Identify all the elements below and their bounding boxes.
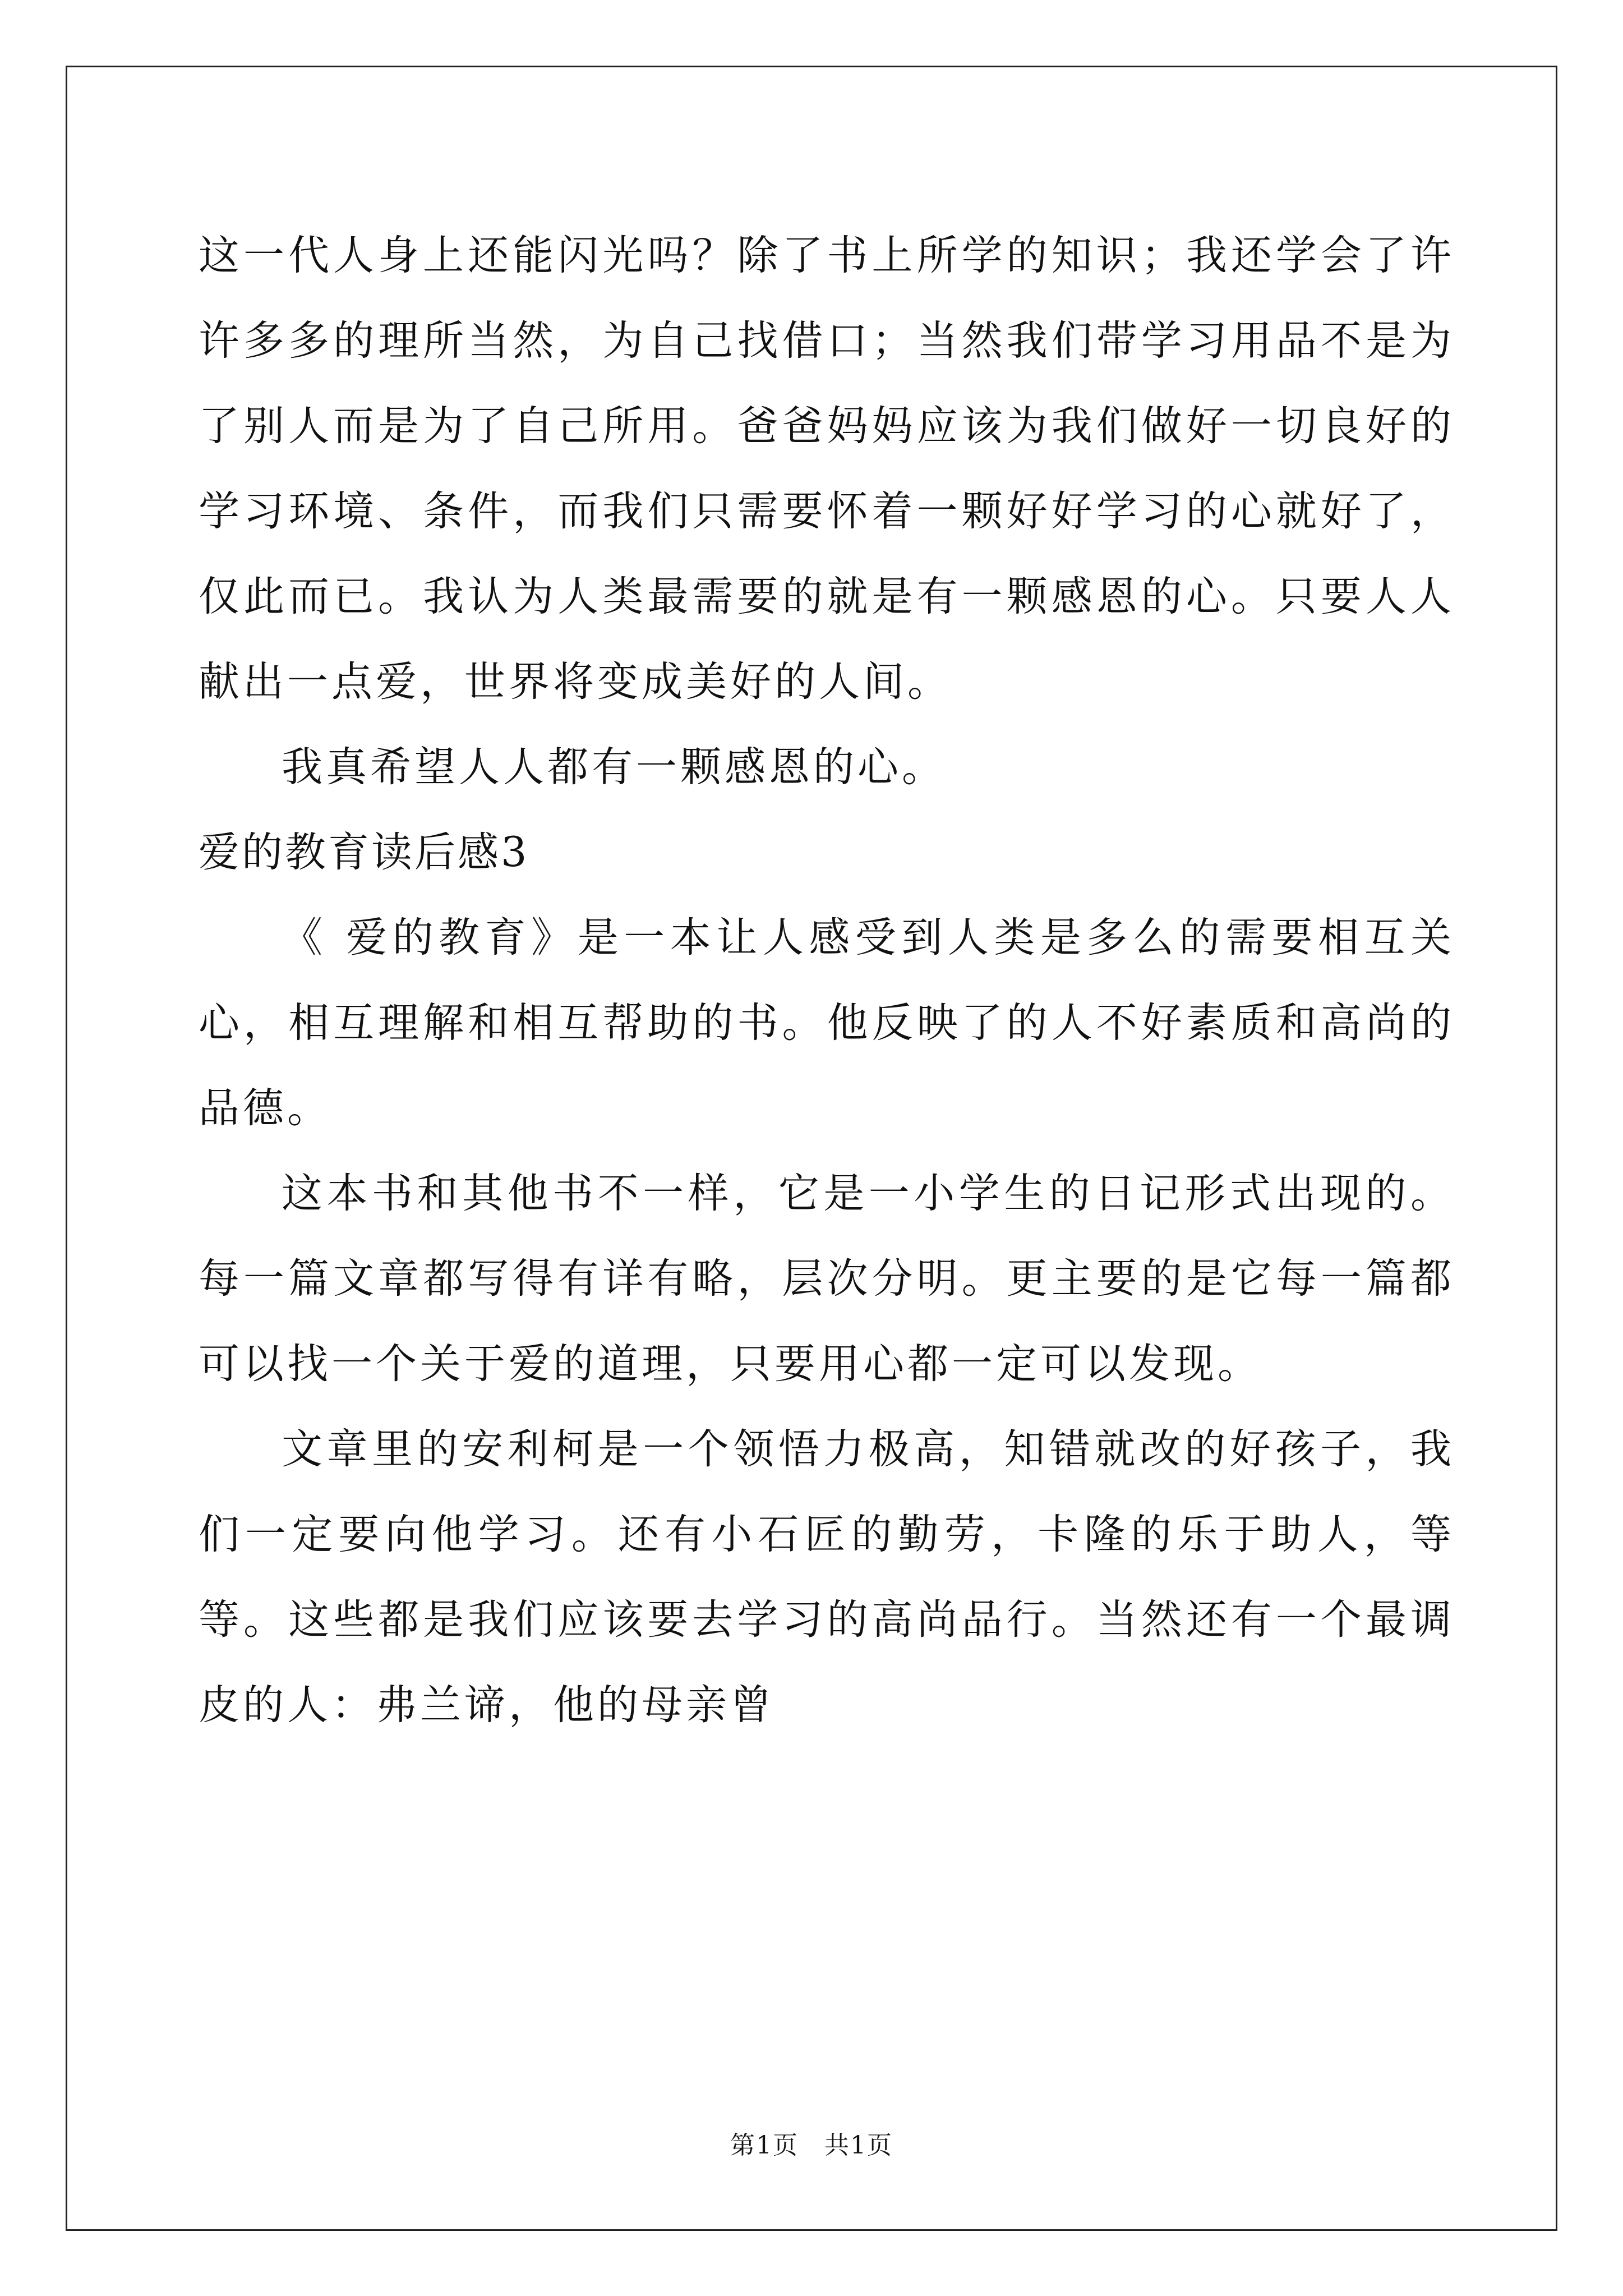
document-body <box>199 213 1455 1748</box>
section-heading: 爱的教育读后感3 <box>199 829 529 876</box>
page-number-footer: 第1页 共1页 <box>730 2131 893 2160</box>
paragraph-2: 我真希望人人都有一颗感恩的心。 <box>282 743 946 791</box>
paragraph-1: 这一代人身上还能闪光吗？除了书上所学的知识；我还学会了许许多多的理所当然，为自己找借口；当然我们带学习用品不是为了别人而是为了自己所用。爸爸妈妈应该为我们做好一切良好的学习环境、条件，而我们只需要怀着一颗好好学习的心就好了，仅此而已。我认为人类最需要的就是有一颗感恩的心。只要人人献出一点爱，世界将变成美好的人间。 <box>199 232 1455 706</box>
paragraph-3: 《 爱的教育》是一本让人感受到人类是多么的需要相互关心，相互理解和相互帮助的书。他反映了的人不好素质和高尚的品德。 <box>199 914 1455 1132</box>
paragraph-4: 这本书和其他书不一样，它是一小学生的日记形式出现的。每一篇文章都写得有详有略，层次分明。更主要的是它每一篇都可以找一个关于爱的道理，只要用心都一定可以发现。 <box>199 1170 1455 1388</box>
paragraph-5: 文章里的安利柯是一个领悟力极高，知错就改的好孩子，我们一定要向他学习。还有小石匠的勤劳，卡隆的乐于助人，等等。这些都是我们应该要去学习的高尚品行。当然还有一个最调皮的人：弗兰谛，他的母亲曾 <box>199 1425 1455 1729</box>
